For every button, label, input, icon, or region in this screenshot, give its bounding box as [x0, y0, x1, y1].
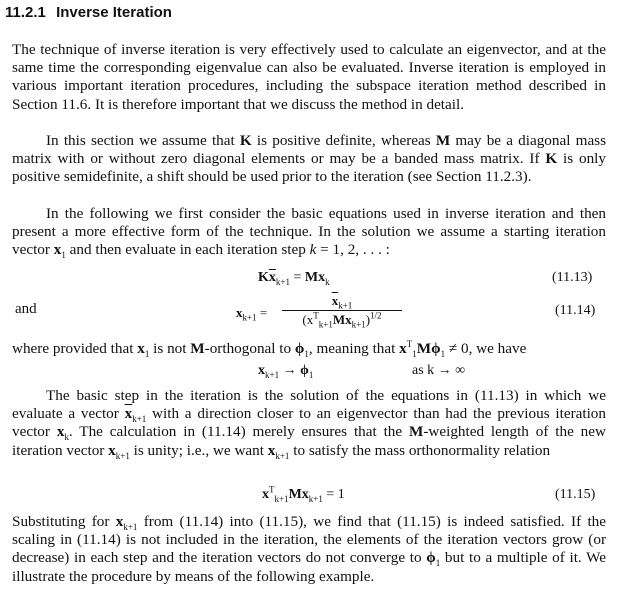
- symbol-x: x: [262, 487, 269, 502]
- subscript: k+1: [338, 300, 353, 311]
- text-run: but to a multiple of it. We illustrate the procedure by means of the following example.: [12, 549, 606, 585]
- subscript: k: [64, 432, 69, 443]
- text-run: and then evaluate in each iteration step: [65, 241, 310, 259]
- symbol-phi: ϕ: [300, 363, 309, 378]
- symbol-K: K: [239, 132, 252, 149]
- symbol-M: M: [190, 340, 205, 357]
- and-label: and: [15, 301, 37, 317]
- symbol-xbar: $\overline{x}$: [124, 405, 133, 423]
- fraction-denominator: [302, 312, 381, 328]
- fraction-numerator: [328, 293, 357, 309]
- symbol-x: x: [115, 513, 124, 530]
- symbol-phi: ϕ: [426, 549, 436, 567]
- convergence-relation: [258, 363, 313, 379]
- symbol-x: x: [267, 441, 276, 459]
- equation-number-11-14: (11.14): [555, 303, 596, 318]
- text-run: ≠ 0, we have: [445, 340, 527, 357]
- eq-rhs: Mx: [304, 270, 326, 285]
- text-run: is not: [149, 340, 191, 357]
- text-run: may be a diagonal mass matrix with or without zero diagonal elements or may be a banded mass matrix. If: [12, 132, 607, 168]
- paragraph-basic-equations: [12, 205, 606, 260]
- text-run: -weighted length of the new iteration vector: [12, 423, 606, 459]
- text-run: is positive definite, whereas: [251, 132, 436, 149]
- paragraph-intro-text: The technique of inverse iteration is very effectively used to calculate an eigenvector, and at the same time the corresponding eigenvalue can also be evaluated. Inverse iteration is employed in various important iteration procedures, including the subspace iteration method described in Section 11.6. It is therefore important that we discuss the method in detail.: [12, 41, 606, 113]
- subscript: 1: [308, 369, 314, 380]
- text-run: -orthogonal to: [204, 340, 295, 357]
- eq-lhs-xbar: $\overline{x}$: [268, 270, 276, 285]
- text-run: with a direction closer to an eigenvector than had the previous iteration vector: [12, 405, 606, 441]
- subscript: k+1: [351, 319, 366, 330]
- text-run: to satisfy the mass orthonormality relation: [289, 441, 551, 459]
- paragraph-substitution: [12, 513, 606, 586]
- subscript: k+1: [132, 414, 147, 425]
- subscript: k+1: [308, 493, 323, 504]
- symbol-x: x: [137, 340, 145, 357]
- symbol-x: x: [399, 340, 407, 357]
- equation-11-14-fraction: [282, 293, 402, 328]
- text-run: is only positive semidefinite, a shift should be used prior to the iteration (see Section 11.2.3).: [12, 150, 606, 186]
- symbol-M: M: [409, 423, 424, 441]
- subscript: 1: [440, 349, 446, 360]
- subscript: 1: [61, 250, 66, 261]
- text-run: The basic step in the iteration is the solution of the equations in (11.13) in which we evaluate a vector: [12, 387, 606, 423]
- superscript: T: [313, 310, 319, 321]
- equation-11-13: [258, 270, 330, 286]
- convergence-condition: as k → ∞: [412, 363, 466, 378]
- paragraph-basic-step: [12, 387, 606, 460]
- text-run: ): [365, 312, 371, 327]
- subscript: k+1: [115, 450, 130, 461]
- subscript: 1: [435, 558, 441, 569]
- subscript: 1: [412, 349, 417, 360]
- paragraph-assumptions: [12, 132, 606, 187]
- text-run: , meaning that: [308, 340, 400, 357]
- paragraph-intro: [12, 41, 606, 114]
- text-run: In this section we assume that: [46, 132, 240, 149]
- subscript: k+1: [242, 312, 257, 323]
- superscript: T: [406, 338, 413, 349]
- equals: =: [289, 270, 305, 285]
- subscript: k+1: [318, 319, 333, 330]
- equals: = 1: [322, 487, 345, 502]
- superscript: T: [269, 484, 275, 495]
- subscript: k: [325, 276, 330, 287]
- text-run: In the following we first consider the basic equations used in inverse iteration and then present a more effective form of the technique. In the solution we assume a starting iteration vector: [12, 205, 606, 259]
- section-number: 11.2.1: [5, 4, 46, 21]
- symbol-K: K: [545, 150, 558, 168]
- section-heading: [5, 4, 172, 22]
- symbol-k: k: [309, 241, 317, 259]
- symbol-M: M: [435, 132, 451, 149]
- symbol-x: x: [56, 423, 65, 441]
- text-run: Substituting for: [12, 513, 116, 530]
- equation-11-15: [262, 484, 345, 504]
- equation-11-14-lhs: [236, 305, 267, 321]
- subscript: 1: [144, 349, 150, 360]
- symbol-x: x: [236, 305, 243, 320]
- paragraph-orthogonality: [12, 340, 606, 358]
- text-run: (x: [302, 312, 314, 327]
- text-run: . The calculation in (11.14) merely ensures that the: [68, 423, 409, 441]
- text-run: = 1, 2, . . . :: [316, 241, 390, 259]
- symbol-Mx: Mx: [288, 487, 309, 502]
- subscript: k+1: [123, 522, 138, 533]
- symbol-Mphi: Mϕ: [416, 340, 441, 357]
- symbol-x: x: [53, 241, 62, 259]
- equals: =: [256, 305, 268, 320]
- eq-lhs-K: K: [258, 270, 269, 285]
- symbol-phi: ϕ: [294, 340, 305, 357]
- text-run: is unity; i.e., we want: [129, 441, 268, 459]
- equation-number-11-15: (11.15): [555, 487, 596, 502]
- subscript: k+1: [275, 450, 290, 461]
- subscript: 1: [304, 349, 309, 360]
- fraction-bar: [282, 310, 402, 311]
- section-title: Inverse Iteration: [56, 4, 172, 21]
- symbol-xbar: $\overline{x}$: [331, 293, 339, 308]
- subscript: k+1: [274, 493, 289, 504]
- equation-number-11-13: (11.13): [552, 270, 593, 285]
- arrow: →: [279, 363, 301, 378]
- subscript: k+1: [275, 276, 290, 287]
- symbol-x: x: [258, 363, 265, 378]
- subscript: k+1: [265, 369, 280, 380]
- text-run: where provided that: [12, 340, 138, 357]
- symbol-x: x: [108, 441, 116, 459]
- superscript: 1/2: [370, 310, 382, 321]
- text-run: Mx: [332, 312, 352, 327]
- text-run: from (11.14) into (11.15), we find that (11.15) is indeed satisfied. If the scaling in (11.14) is not included in the iteration, the elements of the iteration vectors grow (or decrease) in each step and the iteration vectors do not converge to: [12, 513, 606, 567]
